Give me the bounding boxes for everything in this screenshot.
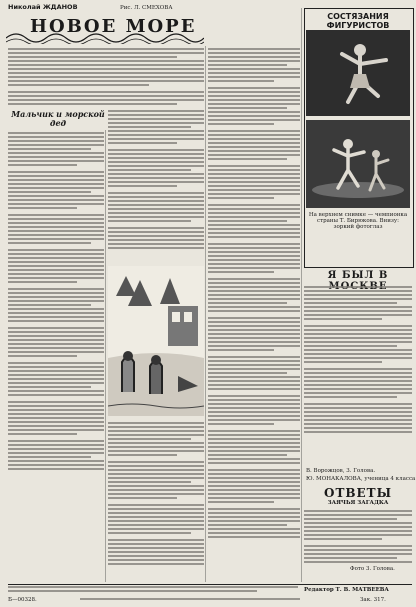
signature-2: Ю. МОНАКАЛОВА, ученица 4 класса [306,476,416,482]
title-banner [6,14,204,44]
illustration-drawing [108,266,204,416]
column-2-bottom [108,422,204,582]
skater-figure-1 [306,30,410,116]
answers-title: ОТВЕТЫ [323,486,393,500]
column-separator-2 [205,46,206,582]
footer-right-code: Зак. 317. [360,597,386,603]
answers-subtitle: ЗАЯЧЬЯ ЗАГАДКА [327,500,389,506]
column-2-top [108,110,204,260]
photo-caption [306,212,410,262]
right-title: СОСТЯЗАНИЯ ФИГУРИСТОВ [326,12,390,30]
footer-left-code: Б—00328. [8,597,37,603]
intro-text [8,48,204,108]
answers-text [304,510,412,572]
author-name: Николай ЖДАНОВ [8,3,78,11]
moscow-article-title: Я БЫЛ В [327,270,389,281]
skater-photo-2 [306,120,410,208]
signature-1: В. Ворожцов, 3. Голова. [306,468,376,474]
skater-photo-1 [306,30,410,116]
answers-signature: Фото 3. Голова. [350,566,395,572]
moscow-article-text [304,286,412,472]
photo-caption-text: На верхнем снимке — чемпионка страны Т. Бирюкова. Внизу: зоркий фотоглаз [308,212,408,230]
bottom-rule [8,584,412,585]
column-3 [208,48,300,582]
footer-fine-print [8,586,298,596]
column-1 [8,132,104,582]
illustrator-credit: Рис. Л. СМЕХОВА [120,5,173,11]
subtitle: Мальчик и морской дед [11,109,105,128]
skater-figure-2 [306,120,410,208]
illustration-boys [108,266,204,416]
editor-credit: Редактор Т. В. МАТВЕЕВА [304,587,389,593]
article-title: НОВОЕ МОРЕ [30,16,197,37]
footer-publisher [80,598,300,604]
column-separator-3 [301,8,302,582]
column-separator-1 [105,130,106,582]
